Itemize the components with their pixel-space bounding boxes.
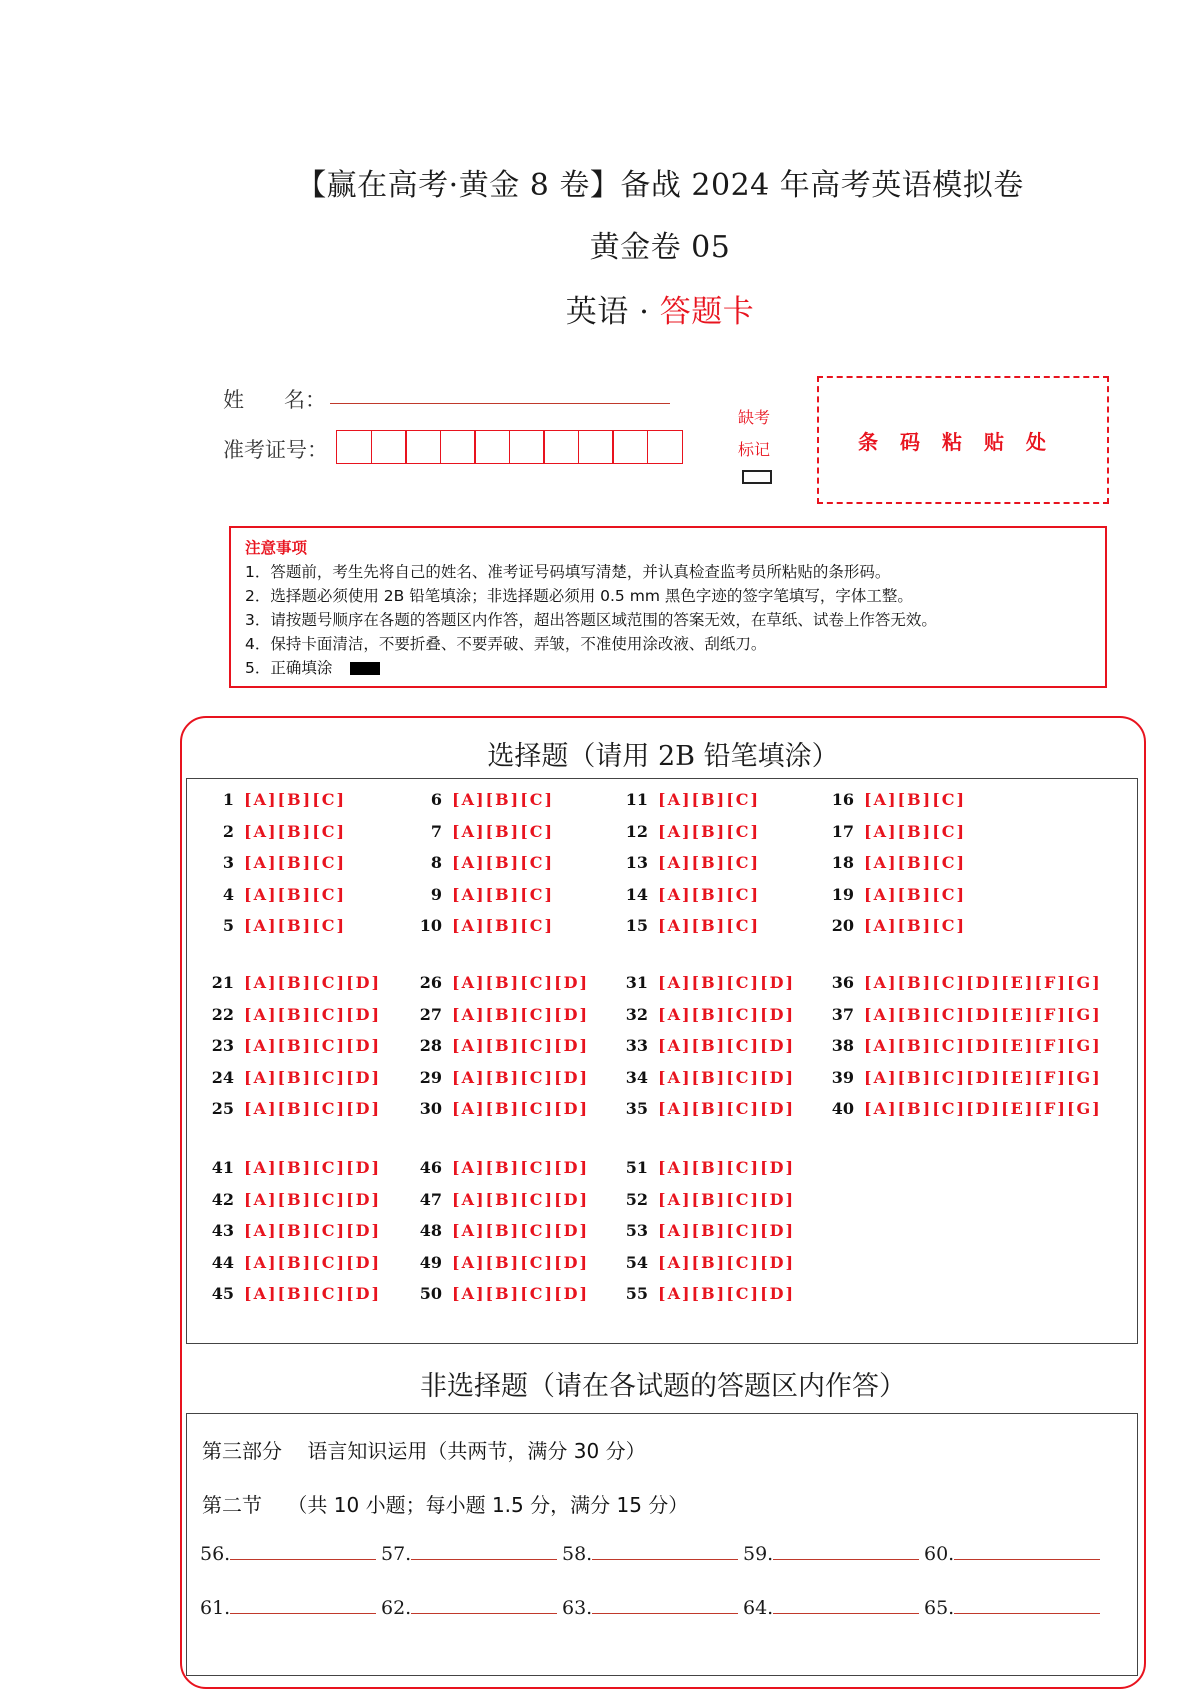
id-digit-box[interactable] xyxy=(474,430,510,464)
question-21[interactable] xyxy=(206,973,381,992)
question-41[interactable] xyxy=(206,1158,381,1177)
notice-box xyxy=(229,526,1107,688)
answer-options[interactable]: [A][B][C][D] xyxy=(452,1099,590,1118)
question-number: 49 xyxy=(419,1252,442,1272)
answer-options[interactable]: [A][B][C][D] xyxy=(244,1004,382,1024)
question-number: 1 xyxy=(222,790,234,809)
id-digit-box[interactable] xyxy=(543,430,579,464)
question-12[interactable] xyxy=(620,822,760,841)
blank-answer-line[interactable] xyxy=(230,1595,376,1614)
blank-58[interactable] xyxy=(562,1541,738,1565)
question-15[interactable] xyxy=(620,916,760,935)
question-number: 25 xyxy=(211,1099,234,1118)
question-36[interactable] xyxy=(826,973,1102,992)
question-1[interactable] xyxy=(206,790,346,809)
blank-answer-line[interactable] xyxy=(592,1541,738,1560)
answer-options[interactable]: [A][B][C] xyxy=(864,790,967,809)
question-number: 28 xyxy=(419,1036,442,1055)
answer-options[interactable]: [A][B][C] xyxy=(658,916,761,935)
nonmcq-section-title: 非选择题（请在各试题的答题区内作答） xyxy=(420,1371,906,1402)
question-number: 9 xyxy=(430,884,442,904)
answer-options[interactable]: [A][B][C][D][E][F][G] xyxy=(864,973,1102,992)
question-52[interactable] xyxy=(620,1190,795,1209)
blank-number: 59. xyxy=(743,1543,774,1565)
answer-options[interactable]: [A][B][C][D] xyxy=(658,1221,796,1240)
question-24[interactable] xyxy=(206,1068,381,1087)
blank-answer-line[interactable] xyxy=(773,1541,919,1560)
answer-options[interactable]: [A][B][C][D] xyxy=(452,1189,590,1209)
answer-options[interactable]: [A][B][C] xyxy=(452,790,555,809)
answer-options[interactable]: [A][B][C] xyxy=(244,853,347,872)
question-50[interactable] xyxy=(414,1284,589,1303)
question-number: 30 xyxy=(419,1099,442,1118)
answer-options[interactable]: [A][B][C][D] xyxy=(658,973,796,992)
blank-number: 61. xyxy=(200,1597,231,1619)
question-number: 55 xyxy=(625,1284,648,1303)
notice-item: 3．请按题号顺序在各题的答题区内作答，超出答题区域范围的答案无效，在草纸、试卷上作答无效。 xyxy=(245,611,937,629)
id-digit-box[interactable] xyxy=(612,430,648,464)
question-number: 14 xyxy=(625,884,648,904)
answer-card-label: 答题卡 xyxy=(659,294,755,330)
id-digit-box[interactable] xyxy=(336,430,372,464)
question-9[interactable] xyxy=(414,885,554,904)
answer-options[interactable]: [A][B][C][D] xyxy=(244,1284,382,1303)
question-number: 46 xyxy=(419,1158,442,1177)
answer-options[interactable]: [A][B][C] xyxy=(658,821,761,841)
question-13[interactable] xyxy=(620,853,760,872)
question-number: 7 xyxy=(430,821,442,841)
question-number: 12 xyxy=(625,821,648,841)
question-number: 42 xyxy=(211,1189,234,1209)
question-number: 4 xyxy=(222,884,234,904)
question-53[interactable] xyxy=(620,1221,795,1240)
section2-heading: 第二节 （共 10 小题；每小题 1.5 分，满分 15 分） xyxy=(202,1493,689,1517)
blank-65[interactable] xyxy=(924,1595,1100,1619)
question-number: 20 xyxy=(831,916,854,935)
blank-answer-line[interactable] xyxy=(230,1541,376,1560)
question-55[interactable] xyxy=(620,1284,795,1303)
answer-options[interactable]: [A][B][C][D] xyxy=(658,1004,796,1024)
question-number: 23 xyxy=(211,1036,234,1055)
question-number: 11 xyxy=(625,790,648,809)
question-number: 44 xyxy=(211,1252,234,1272)
question-number: 27 xyxy=(419,1004,442,1024)
paper-subtitle: 黄金卷 05 xyxy=(589,230,731,265)
question-43[interactable] xyxy=(206,1221,381,1240)
answer-options[interactable]: [A][B][C] xyxy=(658,853,761,872)
question-35[interactable] xyxy=(620,1099,795,1118)
question-7[interactable] xyxy=(414,822,554,841)
question-number: 15 xyxy=(625,916,648,935)
id-digit-box[interactable] xyxy=(405,430,441,464)
answer-options[interactable]: [A][B][C][D] xyxy=(452,1221,590,1240)
subject-label: 英语 · xyxy=(565,294,660,330)
question-number: 10 xyxy=(419,916,442,935)
answer-options[interactable]: [A][B][C][D][E][F][G] xyxy=(864,1099,1102,1118)
question-5[interactable] xyxy=(206,916,346,935)
question-17[interactable] xyxy=(826,822,966,841)
question-22[interactable] xyxy=(206,1005,381,1024)
answer-options[interactable]: [A][B][C][D] xyxy=(452,1036,590,1055)
part3-heading: 第三部分 语言知识运用（共两节，满分 30 分） xyxy=(202,1439,646,1463)
blank-63[interactable] xyxy=(562,1595,738,1619)
question-39[interactable] xyxy=(826,1068,1102,1087)
blank-62[interactable] xyxy=(381,1595,557,1619)
question-11[interactable] xyxy=(620,790,760,809)
question-25[interactable] xyxy=(206,1099,381,1118)
answer-options[interactable]: [A][B][C] xyxy=(658,884,761,904)
answer-options[interactable]: [A][B][C] xyxy=(452,821,555,841)
answer-options[interactable]: [A][B][C][D] xyxy=(658,1099,796,1118)
notice-item: 1．答题前，考生先将自己的姓名、准考证号码填写清楚，并认真检查监考员所粘贴的条形码。 xyxy=(245,563,891,581)
absent-mark-label: 缺考 标记 xyxy=(738,408,771,459)
question-number: 54 xyxy=(625,1252,648,1272)
answer-options[interactable]: [A][B][C][D] xyxy=(244,1158,382,1177)
answer-options[interactable]: [A][B][C][D] xyxy=(658,1284,796,1303)
answer-options[interactable]: [A][B][C][D][E][F][G] xyxy=(864,1004,1102,1024)
blank-57[interactable] xyxy=(381,1541,557,1565)
answer-options[interactable]: [A][B][C][D] xyxy=(244,1036,382,1055)
question-18[interactable] xyxy=(826,853,966,872)
answer-options[interactable]: [A][B][C][D] xyxy=(452,1067,590,1087)
question-40[interactable] xyxy=(826,1099,1102,1118)
notice-heading: 注意事项 xyxy=(245,539,308,557)
question-number: 16 xyxy=(831,790,854,809)
answer-options[interactable]: [A][B][C][D] xyxy=(658,1067,796,1087)
answer-options[interactable]: [A][B][C][D] xyxy=(658,1189,796,1209)
answer-options[interactable]: [A][B][C] xyxy=(244,790,347,809)
question-number: 13 xyxy=(625,853,648,872)
question-number: 29 xyxy=(419,1067,442,1087)
exam-id-boxes[interactable] xyxy=(336,430,681,464)
question-number: 35 xyxy=(625,1099,648,1118)
answer-options[interactable]: [A][B][C][D] xyxy=(244,1099,382,1118)
blank-answer-line[interactable] xyxy=(773,1595,919,1614)
question-number: 8 xyxy=(430,853,442,872)
absent-mark-box[interactable] xyxy=(742,470,772,484)
question-37[interactable] xyxy=(826,1005,1102,1024)
question-number: 21 xyxy=(211,973,234,992)
answer-options[interactable]: [A][B][C] xyxy=(244,821,347,841)
question-number: 52 xyxy=(625,1189,648,1209)
answer-options[interactable]: [A][B][C] xyxy=(864,916,967,935)
answer-options[interactable]: [A][B][C][D] xyxy=(244,973,382,992)
blank-answer-line[interactable] xyxy=(954,1541,1100,1560)
name-label: 姓 名： xyxy=(223,388,327,412)
notice-item: 4．保持卡面清洁，不要折叠、不要弄破、弄皱，不准使用涂改液、刮纸刀。 xyxy=(245,635,767,653)
answer-options[interactable]: [A][B][C][D] xyxy=(658,1252,796,1272)
question-32[interactable] xyxy=(620,1005,795,1024)
question-14[interactable] xyxy=(620,885,760,904)
question-number: 47 xyxy=(419,1189,442,1209)
question-number: 38 xyxy=(831,1036,854,1055)
question-number: 50 xyxy=(419,1284,442,1303)
question-6[interactable] xyxy=(414,790,554,809)
blank-answer-line[interactable] xyxy=(954,1595,1100,1614)
blank-answer-line[interactable] xyxy=(592,1595,738,1614)
question-number: 5 xyxy=(222,916,234,935)
question-30[interactable] xyxy=(414,1099,589,1118)
question-8[interactable] xyxy=(414,853,554,872)
question-number: 18 xyxy=(831,853,854,872)
question-33[interactable] xyxy=(620,1036,795,1055)
answer-options[interactable]: [A][B][C] xyxy=(244,884,347,904)
question-number: 19 xyxy=(831,884,854,904)
answer-options[interactable]: [A][B][C][D] xyxy=(452,1158,590,1177)
filled-bubble-example xyxy=(350,662,380,675)
question-number: 6 xyxy=(430,790,442,809)
question-38[interactable] xyxy=(826,1036,1102,1055)
question-number: 45 xyxy=(211,1284,234,1303)
answer-options[interactable]: [A][B][C] xyxy=(864,884,967,904)
answer-options[interactable]: [A][B][C] xyxy=(864,853,967,872)
blank-59[interactable] xyxy=(743,1541,919,1565)
question-51[interactable] xyxy=(620,1158,795,1177)
answer-options[interactable]: [A][B][C][D] xyxy=(452,1252,590,1272)
id-digit-box[interactable] xyxy=(647,430,683,464)
answer-card-title xyxy=(0,286,1200,331)
barcode-area: 条码粘贴处 xyxy=(817,376,1109,504)
question-45[interactable] xyxy=(206,1284,381,1303)
blank-answer-line[interactable] xyxy=(411,1541,557,1560)
blank-number: 57. xyxy=(381,1543,412,1565)
blank-number: 58. xyxy=(562,1543,593,1565)
question-54[interactable] xyxy=(620,1253,795,1272)
question-31[interactable] xyxy=(620,973,795,992)
question-number: 32 xyxy=(625,1004,648,1024)
question-42[interactable] xyxy=(206,1190,381,1209)
blank-number: 63. xyxy=(562,1597,593,1619)
question-number: 37 xyxy=(831,1004,854,1024)
question-28[interactable] xyxy=(414,1036,589,1055)
exam-title: 【赢在高考·黄金 8 卷】备战 2024 年高考英语模拟卷 xyxy=(296,168,1024,203)
notice-item-fill-example: 5．正确填涂 xyxy=(245,656,1091,680)
answer-options[interactable]: [A][B][C] xyxy=(244,916,347,935)
answer-options[interactable]: [A][B][C][D] xyxy=(244,1252,382,1272)
question-number: 53 xyxy=(625,1221,648,1240)
question-48[interactable] xyxy=(414,1221,589,1240)
answer-options[interactable]: [A][B][C][D] xyxy=(244,1189,382,1209)
question-number: 2 xyxy=(222,821,234,841)
question-29[interactable] xyxy=(414,1068,589,1087)
question-34[interactable] xyxy=(620,1068,795,1087)
question-3[interactable] xyxy=(206,853,346,872)
question-number: 26 xyxy=(419,973,442,992)
answer-options[interactable]: [A][B][C] xyxy=(452,916,555,935)
blank-number: 62. xyxy=(381,1597,412,1619)
blank-61[interactable] xyxy=(200,1595,376,1619)
answer-options[interactable]: [A][B][C] xyxy=(452,853,555,872)
question-46[interactable] xyxy=(414,1158,589,1177)
id-digit-box[interactable] xyxy=(371,430,407,464)
blank-64[interactable] xyxy=(743,1595,919,1619)
question-26[interactable] xyxy=(414,973,589,992)
answer-options[interactable]: [A][B][C][D] xyxy=(452,973,590,992)
blank-56[interactable] xyxy=(200,1541,376,1565)
question-20[interactable] xyxy=(826,916,966,935)
answer-options[interactable]: [A][B][C][D] xyxy=(452,1284,590,1303)
answer-options[interactable]: [A][B][C][D] xyxy=(244,1067,382,1087)
id-digit-box[interactable] xyxy=(578,430,614,464)
answer-options[interactable]: [A][B][C] xyxy=(452,884,555,904)
answer-options[interactable]: [A][B][C][D] xyxy=(658,1158,796,1177)
answer-options[interactable]: [A][B][C][D][E][F][G] xyxy=(864,1036,1102,1055)
blank-number: 65. xyxy=(924,1597,955,1619)
answer-options[interactable]: [A][B][C] xyxy=(658,790,761,809)
question-number: 51 xyxy=(625,1158,648,1177)
question-number: 33 xyxy=(625,1036,648,1055)
blank-number: 56. xyxy=(200,1543,231,1565)
question-number: 48 xyxy=(419,1221,442,1240)
notice-item: 2．选择题必须使用 2B 铅笔填涂；非选择题必须用 0.5 mm 黑色字迹的签字笔填写，字体工整。 xyxy=(245,587,913,605)
answer-options[interactable]: [A][B][C] xyxy=(864,821,967,841)
id-digit-box[interactable] xyxy=(440,430,476,464)
question-49[interactable] xyxy=(414,1253,589,1272)
blank-60[interactable] xyxy=(924,1541,1100,1565)
answer-options[interactable]: [A][B][C][D] xyxy=(244,1221,382,1240)
question-number: 22 xyxy=(211,1004,234,1024)
question-number: 3 xyxy=(222,853,234,872)
id-digit-box[interactable] xyxy=(509,430,545,464)
answer-options[interactable]: [A][B][C][D] xyxy=(658,1036,796,1055)
question-number: 43 xyxy=(211,1221,234,1240)
question-19[interactable] xyxy=(826,885,966,904)
question-4[interactable] xyxy=(206,885,346,904)
name-field[interactable] xyxy=(330,403,670,404)
answer-options[interactable]: [A][B][C][D][E][F][G] xyxy=(864,1067,1102,1087)
question-27[interactable] xyxy=(414,1005,589,1024)
question-number: 39 xyxy=(831,1067,854,1087)
question-number: 17 xyxy=(831,821,854,841)
question-10[interactable] xyxy=(414,916,554,935)
question-number: 41 xyxy=(211,1158,234,1177)
question-44[interactable] xyxy=(206,1253,381,1272)
question-number: 31 xyxy=(625,973,648,992)
blank-number: 64. xyxy=(743,1597,774,1619)
question-2[interactable] xyxy=(206,822,346,841)
question-number: 34 xyxy=(625,1067,648,1087)
question-number: 24 xyxy=(211,1067,234,1087)
question-23[interactable] xyxy=(206,1036,381,1055)
blank-number: 60. xyxy=(924,1543,955,1565)
answer-options[interactable]: [A][B][C][D] xyxy=(452,1004,590,1024)
question-16[interactable] xyxy=(826,790,966,809)
blank-answer-line[interactable] xyxy=(411,1595,557,1614)
question-number: 36 xyxy=(831,973,854,992)
question-47[interactable] xyxy=(414,1190,589,1209)
exam-id-label: 准考证号： xyxy=(223,438,328,462)
mcq-section-title: 选择题（请用 2B 铅笔填涂） xyxy=(487,741,839,772)
question-number: 40 xyxy=(831,1099,854,1118)
